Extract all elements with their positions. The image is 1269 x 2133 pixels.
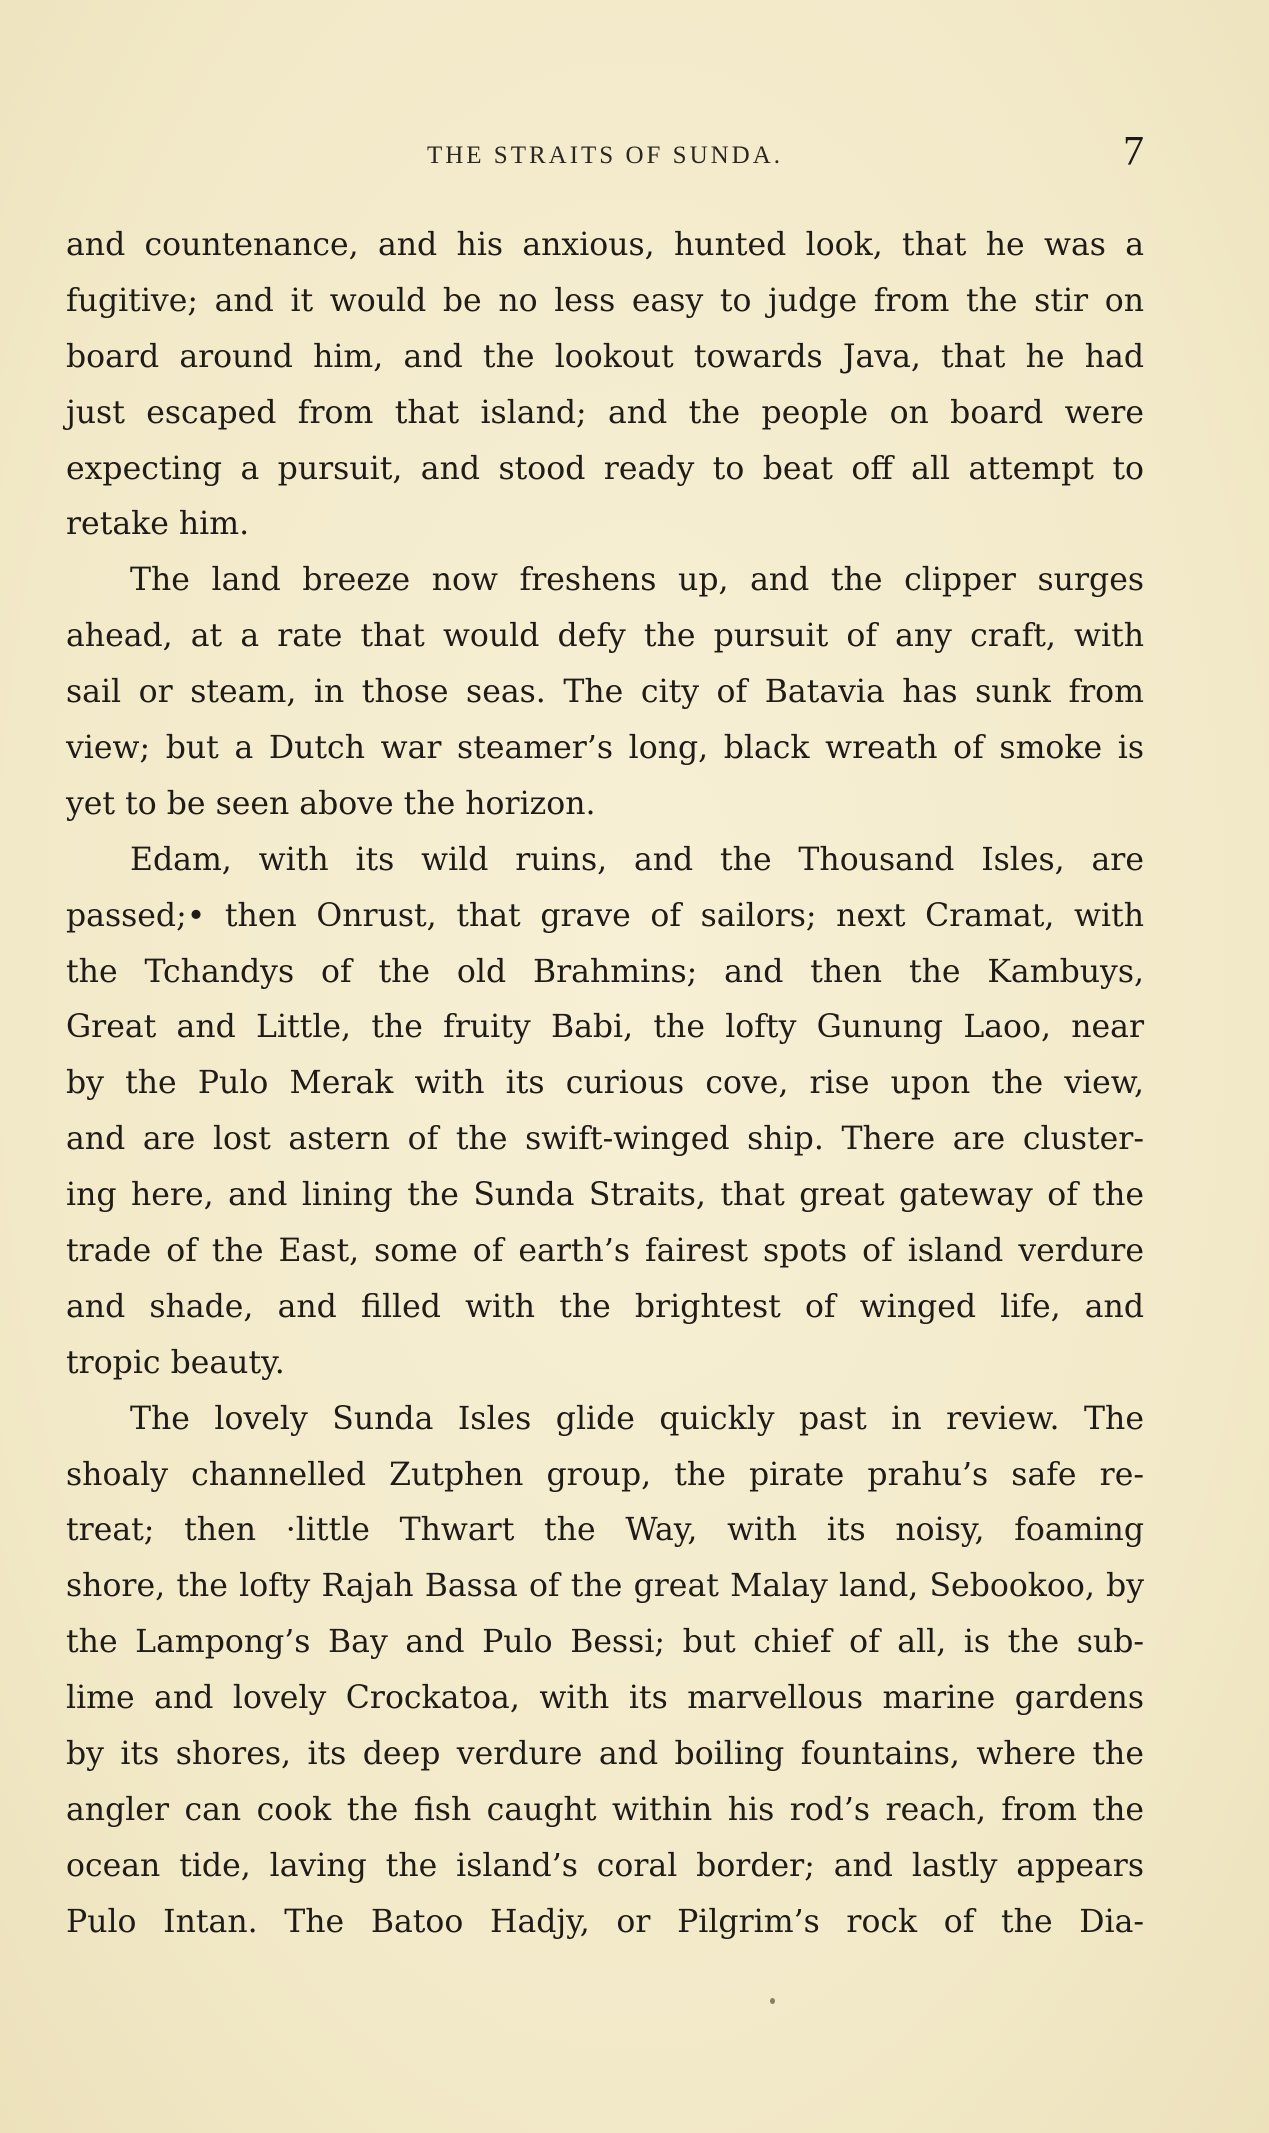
text-line: and are lost astern of the swift-winged ship. There are cluster- [66,1121,1144,1158]
text-line: ocean tide, laving the island’s coral border; and lastly appears [66,1847,1144,1884]
text-line: the Lampong’s Bay and Pulo Bessi; but chief of all, is the sub- [66,1624,1144,1661]
text-line: and countenance, and his anxious, hunted look, that he was a [66,227,1144,263]
ink-speck [770,1998,775,2004]
text-line: fugitive; and it would be no less easy to judge from the stir on [66,282,1144,319]
text-line: by its shores, its deep verdure and boiling fountains, where the [66,1736,1144,1773]
text-line: tropic beauty. [66,1344,285,1381]
text-line: by the Pulo Merak with its curious cove, rise upon the view, [66,1065,1144,1102]
text-line: the Tchandys of the old Brahmins; and then the Kambuys, [66,953,1144,990]
text-line: shore, the lofty Rajah Bassa of the great Malay land, Sebookoo, by [66,1568,1144,1605]
body-text [66,218,1144,1951]
text-line: and shade, and filled with the brightest of winged life, and [66,1288,1144,1325]
text-line: The land breeze now freshens up, and the clipper surges [130,562,1144,599]
text-line: trade of the East, some of earth’s fairest spots of island verdure [66,1233,1144,1270]
text-line: board around him, and the lookout towards Java, that he had [66,338,1144,375]
text-line: ing here, and lining the Sunda Straits, that great gateway of the [66,1177,1144,1214]
text-line: just escaped from that island; and the people on board were [66,394,1144,431]
text-line: passed;• then Onrust, that grave of sailors; next Cramat, with [66,897,1144,934]
page-number: 7 [1123,129,1144,175]
text-line: The lovely Sunda Isles glide quickly past in review. The [130,1400,1144,1437]
text-line: angler can cook the fish caught within his rod’s reach, from the [66,1791,1144,1828]
text-line: lime and lovely Crockatoa, with its marvellous marine gardens [66,1680,1144,1717]
text-line: yet to be seen above the horizon. [66,785,596,822]
text-line: expecting a pursuit, and stood ready to beat off all attempt to [66,450,1144,487]
text-line: retake him. [66,506,250,543]
page-header [66,128,1144,188]
text-line: ahead, at a rate that would defy the pursuit of any craft, with [66,618,1144,655]
text-line: Great and Little, the fruity Babi, the lofty Gunung Laoo, near [66,1009,1144,1046]
text-line: treat; then ·little Thwart the Way, with its noisy, foaming [66,1512,1144,1549]
text-line: Pulo Intan. The Batoo Hadjy, or Pilgrim’s rock of the Dia- [66,1903,1144,1940]
text-line: shoaly channelled Zutphen group, the pirate prahu’s safe re- [66,1456,1144,1493]
running-title: THE STRAITS OF SUNDA. [426,142,784,169]
text-line: view; but a Dutch war steamer’s long, black wreath of smoke is [66,730,1144,767]
text-line: Edam, with its wild ruins, and the Thousand Isles, are [130,841,1144,878]
text-line: sail or steam, in those seas. The city of Batavia has sunk from [66,674,1144,711]
